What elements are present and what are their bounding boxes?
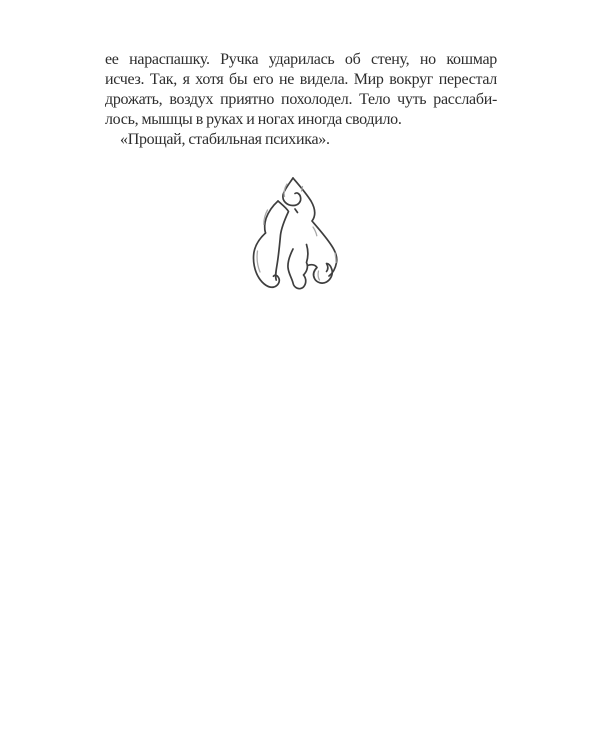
paragraph-line: лось, мышцы в руках и ногах иногда сводило. xyxy=(105,111,402,128)
paragraph-line: дрожать, воздух приятно похолодел. Тело чуть расслаби- xyxy=(105,91,497,108)
flame-tick-stroke xyxy=(295,209,298,213)
flame-left-peak-stroke xyxy=(265,201,278,233)
flame-left-peak-sweep-stroke xyxy=(276,201,289,280)
flame-accent-right-bulge xyxy=(313,227,317,236)
flame-accent-left-lobe xyxy=(257,251,260,272)
flame-right-outline-stroke xyxy=(293,178,337,276)
paragraph-line: «Прощай, стабильная психика». xyxy=(120,131,330,148)
flame-illustration xyxy=(250,170,345,295)
paragraph-line: ее нараспашку. Ручка ударилась об стену, но кошмар xyxy=(105,51,497,68)
paragraph-line: исчез. Так, я хотя бы его не видела. Мир вокруг перестал xyxy=(105,71,497,88)
flame-inner-stroke xyxy=(288,245,308,289)
flame-tip-spiral-stroke xyxy=(283,178,301,206)
flame-accent-right-dash xyxy=(335,253,336,263)
body-text xyxy=(105,50,497,150)
flame-accent-bottom-lobe xyxy=(318,271,319,280)
